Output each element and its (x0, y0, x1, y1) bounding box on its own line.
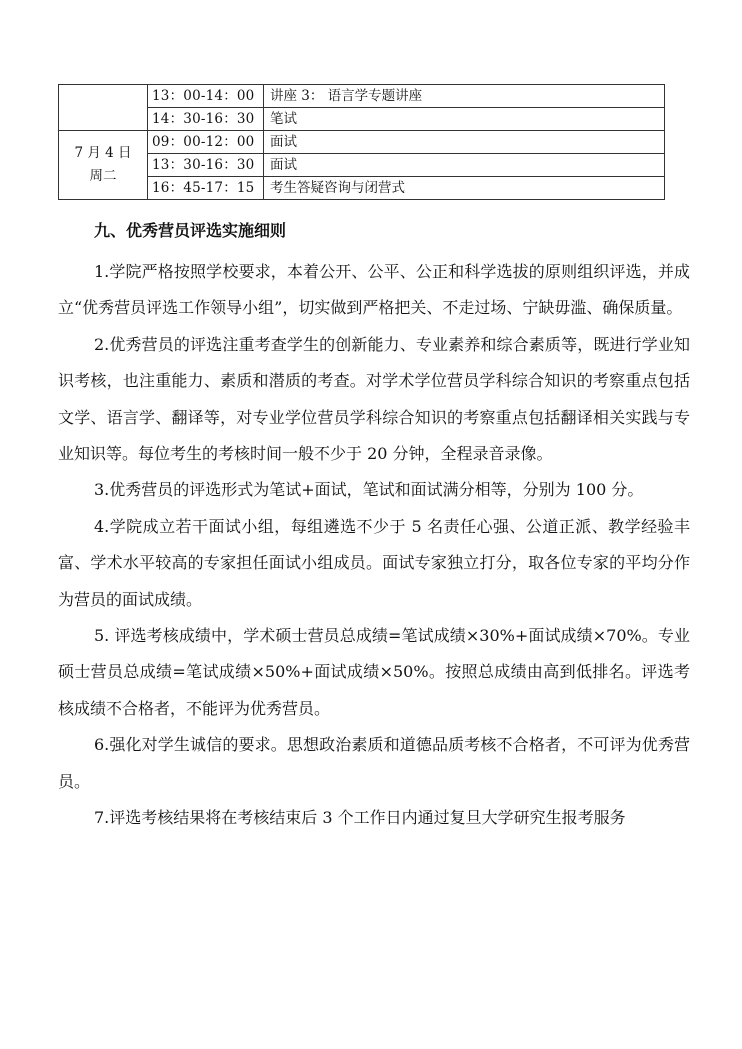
time-cell: 13：30-16：30 (148, 154, 264, 177)
activity-cell: 笔试 (264, 108, 665, 131)
paragraph: 4.学院成立若干面试小组，每组遴选不少于 5 名责任心强、公道正派、教学经验丰富、学术水平较高的专家担任面试小组成员。面试专家独立打分，取各位专家的平均分作为营员的面试成绩。 (58, 516, 690, 609)
date-cell (59, 131, 148, 200)
table-row (59, 131, 665, 154)
activity-cell: 考生答疑咨询与闭营式 (264, 177, 665, 200)
weekday-label: 周二 (89, 168, 117, 184)
paragraph: 7.评选考核结果将在考核结束后 3 个工作日内通过复旦大学研究生报考服务 (94, 808, 626, 828)
time-cell: 16：45-17：15 (148, 177, 264, 200)
paragraph: 5. 评选考核成绩中，学术硕士营员总成绩=笔试成绩×30%+面试成绩×70%。专业硕士营员总成绩=笔试成绩×50%+面试成绩×50%。按照总成绩由高到低排名。评选考核成绩不合格者，不能评为优秀营员。 (58, 626, 690, 718)
time-cell: 13：00-14：00 (148, 85, 264, 108)
section-body (58, 254, 690, 837)
date-label: 7 月 4 日 (74, 145, 132, 161)
paragraph: 2.优秀营员的评选注重考查学生的创新能力、专业素养和综合素质等，既进行学业知识考核，也注重能力、素质和潜质的考查。对学术学位营员学科综合知识的考察重点包括文学、语言学、翻译等，对专业学位营员学科综合知识的考察重点包括翻译相关实践与专业知识等。每位考生的考核时间一般不少于 20 分钟，全程录音录像。 (58, 334, 690, 464)
table-row (59, 154, 665, 177)
paragraph: 3.优秀营员的评选形式为笔试+面试，笔试和面试满分相等，分别为 100 分。 (94, 480, 644, 500)
schedule-table (58, 84, 665, 200)
paragraph: 6.强化对学生诚信的要求。思想政治素质和道德品质考核不合格者，不可评为优秀营员。 (58, 735, 690, 791)
time-cell: 09：00-12：00 (148, 131, 264, 154)
table-row (59, 85, 665, 108)
activity-cell: 面试 (264, 154, 665, 177)
date-cell-empty (59, 85, 148, 131)
table-row (59, 108, 665, 131)
activity-cell: 面试 (264, 131, 665, 154)
table-row (59, 177, 665, 200)
activity-cell: 讲座 3： 语言学专题讲座 (264, 85, 665, 108)
paragraph: 1.学院严格按照学校要求，本着公开、公平、公正和科学选拔的原则组织评选，并成立“优秀营员评选工作领导小组”，切实做到严格把关、不走过场、宁缺毋滥、确保质量。 (58, 262, 690, 318)
section-heading: 九、优秀营员评选实施细则 (94, 221, 287, 240)
time-cell: 14：30-16：30 (148, 108, 264, 131)
